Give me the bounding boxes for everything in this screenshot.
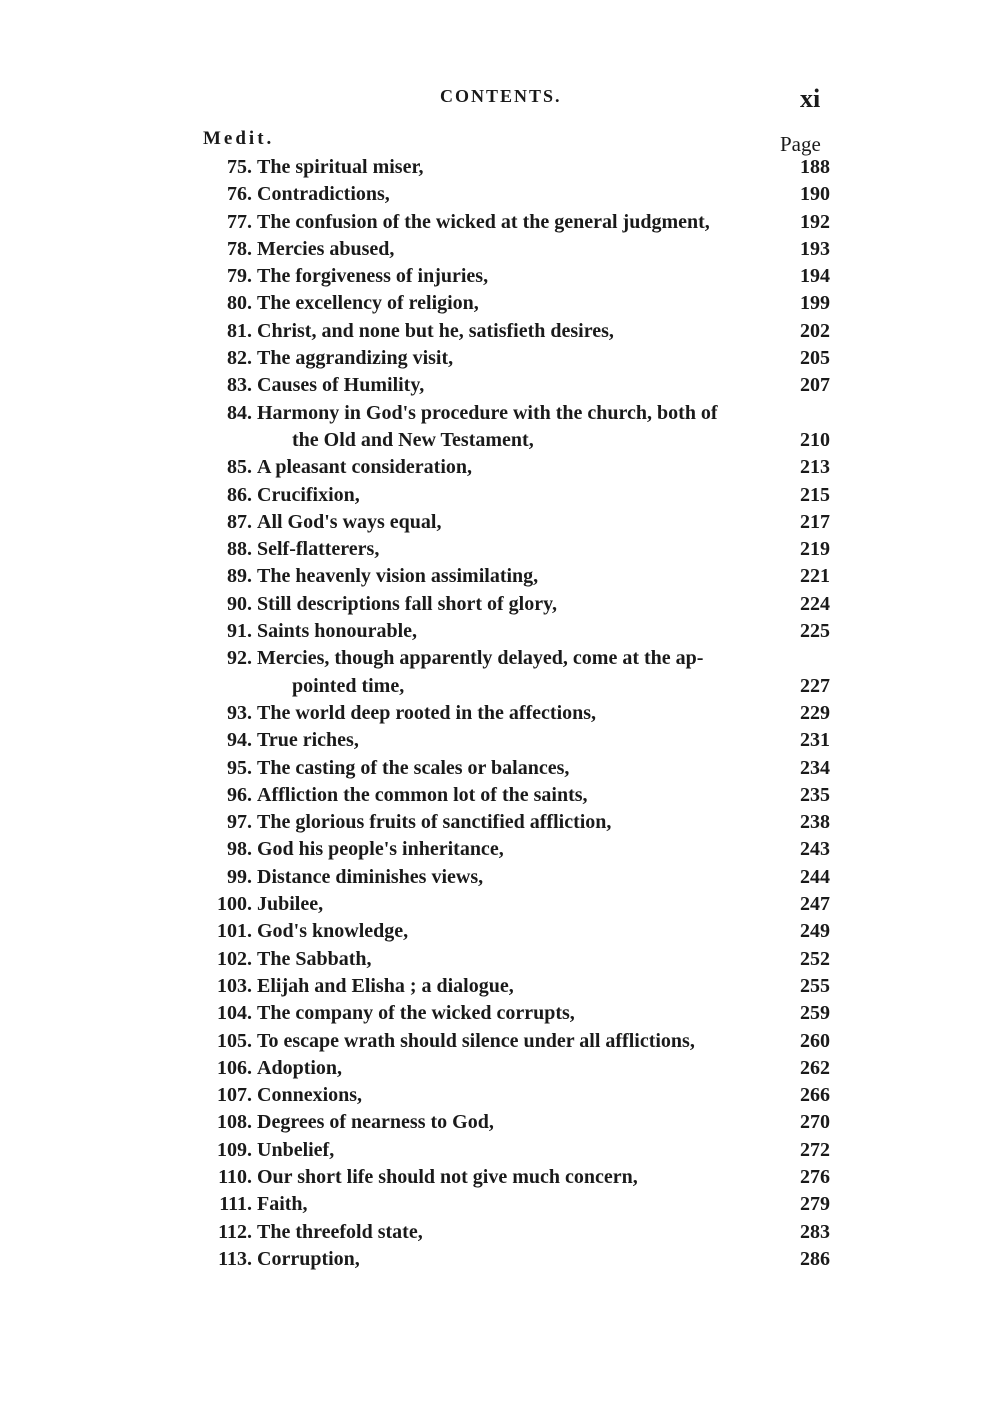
toc-entry (200, 1082, 840, 1109)
entry-title: Contradictions, (257, 183, 390, 206)
toc-entry (200, 345, 840, 372)
entry-title: Mercies abused, (257, 237, 395, 260)
toc-entry (200, 782, 840, 809)
entry-title: The threefold state, (257, 1220, 423, 1243)
entry-title: The casting of the scales or balances, (257, 756, 570, 779)
entry-page-number: 229 (800, 701, 830, 724)
toc-entry (200, 1109, 840, 1136)
entry-page-number: 272 (800, 1138, 830, 1161)
entry-number: 97. (227, 811, 252, 834)
entry-title: The confusion of the wicked at the general judgment, (257, 210, 710, 233)
entry-title: The heavenly vision assimilating, (257, 565, 539, 588)
entry-title: Corruption, (257, 1247, 360, 1270)
entry-number: 106. (217, 1056, 252, 1079)
entry-title: Unbelief, (257, 1138, 335, 1161)
entry-number: 76. (227, 183, 252, 206)
toc-entry (200, 154, 840, 181)
entry-page-number: 193 (800, 237, 830, 260)
entry-number: 104. (217, 1002, 252, 1025)
entry-number: 79. (227, 265, 252, 288)
entry-title: To escape wrath should silence under all afflictions, (257, 1029, 695, 1052)
entry-title: The glorious fruits of sanctified affliction, (257, 811, 612, 834)
toc-entry (200, 536, 840, 563)
toc-entry (200, 372, 840, 399)
toc-entry (200, 482, 840, 509)
toc-entry (200, 236, 840, 263)
toc-entry (200, 1246, 840, 1273)
entry-page-number: 190 (800, 183, 830, 206)
entry-title: Crucifixion, (257, 483, 360, 506)
entry-title: Affliction the common lot of the saints, (257, 783, 588, 806)
entry-title: Adoption, (257, 1056, 343, 1079)
entry-page-number: 192 (800, 210, 830, 233)
entry-title-continued: the Old and New Testament, (292, 428, 534, 451)
entry-page-number: 279 (800, 1193, 830, 1216)
entry-page-number: 283 (800, 1220, 830, 1243)
entry-page-number: 188 (800, 156, 830, 178)
entry-page-number: 266 (800, 1084, 830, 1107)
entry-page-number: 252 (800, 947, 830, 970)
entry-title: Distance diminishes views, (257, 865, 484, 888)
entry-page-number: 244 (800, 865, 830, 888)
entry-page-number: 235 (800, 783, 830, 806)
entry-number: 77. (227, 210, 252, 233)
entry-page-number: 259 (800, 1002, 830, 1025)
toc-entry (200, 836, 840, 863)
entry-page-number: 270 (800, 1111, 830, 1134)
entry-number: 102. (217, 947, 252, 970)
entry-number: 99. (227, 865, 252, 888)
entry-number: 113. (218, 1247, 252, 1270)
toc-entry (200, 891, 840, 918)
entry-number: 109. (217, 1138, 252, 1161)
toc-entry (200, 591, 840, 618)
entry-page-number: 227 (800, 674, 830, 697)
entry-number: 87. (227, 510, 252, 533)
entry-number: 89. (227, 565, 252, 588)
entry-title: Mercies, though apparently delayed, come at the ap- (257, 647, 704, 670)
entry-number: 103. (217, 974, 252, 997)
entry-number: 78. (227, 237, 252, 260)
entry-number: 91. (227, 620, 252, 643)
entry-number: 85. (227, 456, 252, 479)
entry-page-number: 194 (800, 265, 830, 288)
entry-title: The spiritual miser, (257, 156, 424, 178)
toc-entry (200, 973, 840, 1000)
toc-entry (200, 755, 840, 782)
entry-title: The aggrandizing visit, (257, 347, 454, 370)
entry-page-number: 202 (800, 319, 830, 342)
entry-page-number: 231 (800, 729, 830, 752)
entry-title: Harmony in God's procedure with the church, both of (257, 401, 718, 424)
entry-number: 80. (227, 292, 252, 315)
entry-title: Elijah and Elisha ; a dialogue, (257, 974, 514, 997)
page-column-heading: Page (780, 132, 821, 156)
toc-entry (200, 727, 840, 754)
entry-number: 111. (219, 1193, 252, 1216)
entry-page-number: 260 (800, 1029, 830, 1052)
entry-title: The excellency of religion, (257, 292, 479, 315)
entry-title: A pleasant consideration, (257, 456, 473, 479)
toc-entry (200, 1164, 840, 1191)
entry-page-number: 215 (800, 483, 830, 506)
entry-number: 110. (218, 1165, 252, 1188)
toc-entry (200, 563, 840, 590)
entry-title: God his people's inheritance, (257, 838, 504, 861)
meditation-column-heading: Medit. (203, 128, 275, 149)
entry-number: 95. (227, 756, 252, 779)
entry-title: Still descriptions fall short of glory, (257, 592, 557, 615)
toc-entry (200, 864, 840, 891)
entry-number: 86. (227, 483, 252, 506)
entry-title: The company of the wicked corrupts, (257, 1002, 575, 1025)
entry-page-number: 276 (800, 1165, 830, 1188)
entry-number: 101. (217, 920, 252, 943)
entry-number: 108. (217, 1111, 252, 1134)
entry-page-number: 217 (800, 510, 830, 533)
entry-title: Our short life should not give much concern, (257, 1165, 638, 1188)
entry-page-number: 199 (800, 292, 830, 315)
contents-list (200, 154, 840, 1273)
page-folio: xi (800, 84, 821, 113)
entry-title: All God's ways equal, (257, 510, 442, 533)
entry-page-number: 255 (800, 974, 830, 997)
entry-page-number: 286 (800, 1247, 830, 1270)
toc-entry (200, 209, 840, 236)
entry-number: 83. (227, 374, 252, 397)
entry-number: 93. (227, 701, 252, 724)
entry-title: Christ, and none but he, satisfieth desires, (257, 319, 614, 342)
entry-page-number: 238 (800, 811, 830, 834)
entry-title: Jubilee, (257, 893, 324, 916)
entry-title: The world deep rooted in the affections, (257, 701, 597, 724)
toc-entry (200, 645, 840, 700)
entry-number: 82. (227, 347, 252, 370)
toc-entry (200, 400, 840, 455)
toc-entry (200, 809, 840, 836)
entry-page-number: 225 (800, 620, 830, 643)
entry-page-number: 234 (800, 756, 830, 779)
entry-title: True riches, (257, 729, 359, 752)
toc-entry (200, 1000, 840, 1027)
entry-number: 105. (217, 1029, 252, 1052)
entry-title: Degrees of nearness to God, (257, 1111, 494, 1134)
entry-title: Causes of Humility, (257, 374, 425, 397)
entry-number: 90. (227, 592, 252, 615)
toc-entry (200, 1055, 840, 1082)
entry-number: 81. (227, 319, 252, 342)
entry-number: 100. (217, 893, 252, 916)
toc-entry (200, 1219, 840, 1246)
entry-number: 107. (217, 1084, 252, 1107)
entry-page-number: 213 (800, 456, 830, 479)
entry-number: 84. (227, 401, 252, 424)
toc-entry (200, 918, 840, 945)
entry-title: Saints honourable, (257, 620, 418, 643)
toc-entry (200, 618, 840, 645)
toc-entry (200, 290, 840, 317)
entry-page-number: 221 (800, 565, 830, 588)
toc-entry (200, 1191, 840, 1218)
toc-entry (200, 700, 840, 727)
entry-title-continued: pointed time, (292, 674, 405, 697)
toc-entry (200, 263, 840, 290)
entry-number: 92. (227, 647, 252, 670)
entry-title: Connexions, (257, 1084, 363, 1107)
entry-number: 88. (227, 538, 252, 561)
toc-entry (200, 509, 840, 536)
entry-page-number: 249 (800, 920, 830, 943)
entry-page-number: 210 (800, 428, 830, 451)
entry-title: God's knowledge, (257, 920, 409, 943)
entry-page-number: 224 (800, 592, 830, 615)
toc-entry (200, 946, 840, 973)
running-head: CONTENTS. (440, 86, 562, 106)
entry-page-number: 243 (800, 838, 830, 861)
entry-page-number: 205 (800, 347, 830, 370)
entry-page-number: 207 (800, 374, 830, 397)
entry-number: 112. (218, 1220, 252, 1243)
entry-number: 98. (227, 838, 252, 861)
entry-number: 96. (227, 783, 252, 806)
entry-page-number: 247 (800, 893, 830, 916)
entry-page-number: 262 (800, 1056, 830, 1079)
entry-number: 75. (227, 156, 252, 178)
toc-entry (200, 1137, 840, 1164)
entry-number: 94. (227, 729, 252, 752)
toc-entry (200, 1028, 840, 1055)
entry-title: The Sabbath, (257, 947, 372, 970)
entry-title: The forgiveness of injuries, (257, 265, 489, 288)
entry-title: Self-flatterers, (257, 538, 380, 561)
toc-entry (200, 181, 840, 208)
entry-page-number: 219 (800, 538, 830, 561)
toc-entry (200, 454, 840, 481)
entry-title: Faith, (257, 1193, 308, 1216)
toc-entry (200, 318, 840, 345)
